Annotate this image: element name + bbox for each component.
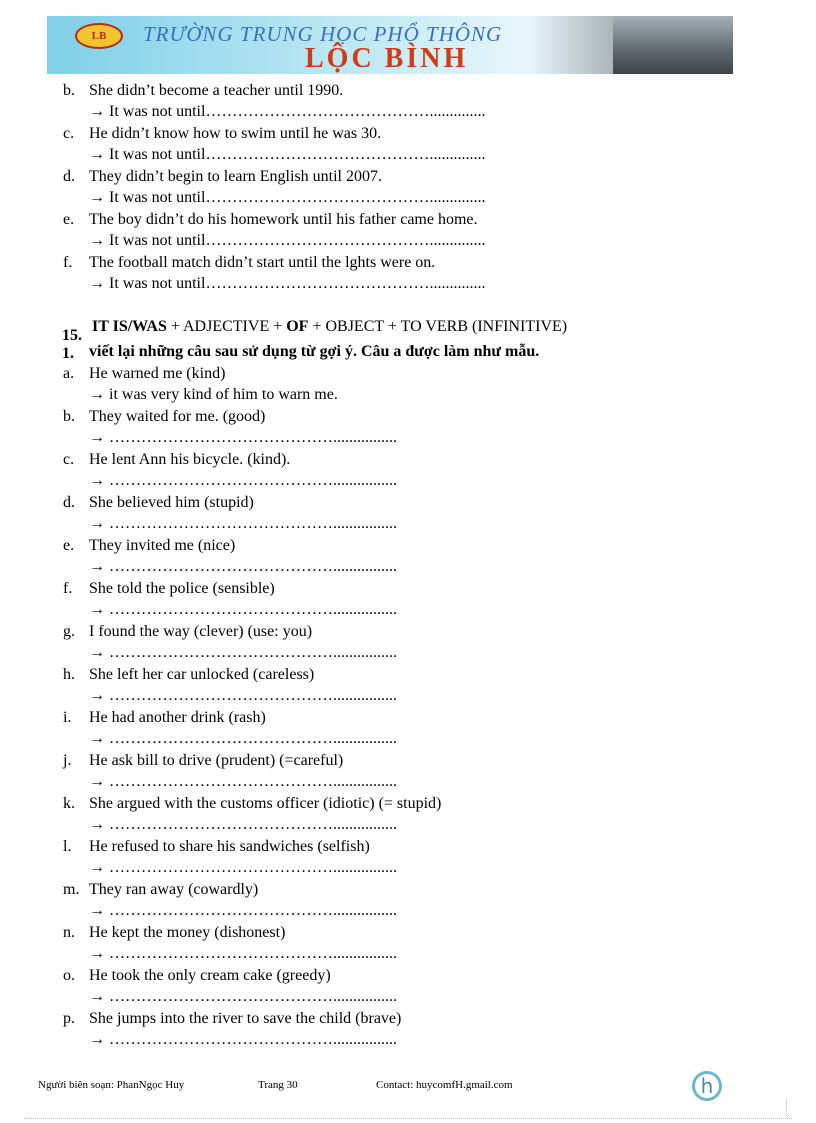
answer-text: → ……………………………………................ bbox=[89, 601, 397, 618]
item-sentence: I found the way (clever) (use: you) bbox=[89, 623, 313, 640]
item-label: o. bbox=[63, 967, 75, 984]
item-label: n. bbox=[63, 924, 75, 941]
answer-text: → It was not until…………………………………….............. bbox=[89, 189, 486, 206]
item-label: e. bbox=[63, 537, 75, 554]
item-label: c. bbox=[63, 125, 75, 142]
item-label: f. bbox=[63, 254, 73, 271]
item-label: p. bbox=[63, 1010, 75, 1027]
item-label: k. bbox=[63, 795, 75, 812]
answer-text: → It was not until…………………………………….............. bbox=[89, 232, 486, 249]
item-label: j. bbox=[63, 752, 72, 769]
item-sentence: He kept the money (dishonest) bbox=[89, 924, 286, 941]
answer-text: → ……………………………………................ bbox=[89, 687, 397, 704]
item-label: m. bbox=[63, 881, 80, 898]
structure-of: OF bbox=[286, 318, 309, 335]
item-label: f. bbox=[63, 580, 73, 597]
answer-text: → ……………………………………................ bbox=[89, 902, 397, 919]
school-logo: LB bbox=[75, 23, 123, 49]
item-sentence: He took the only cream cake (greedy) bbox=[89, 967, 331, 984]
answer-text: → it was very kind of him to warn me. bbox=[89, 386, 338, 403]
item-sentence: The football match didn’t start until the lghts were on. bbox=[89, 254, 436, 271]
answer-text: → ……………………………………................ bbox=[89, 773, 397, 790]
answer-text: → ……………………………………................ bbox=[89, 472, 397, 489]
item-sentence: He didn’t know how to swim until he was 30. bbox=[89, 125, 382, 142]
answer-text: → ……………………………………................ bbox=[89, 730, 397, 747]
item-sentence: They didn’t begin to learn English until 2007. bbox=[89, 168, 382, 185]
header-banner bbox=[47, 16, 733, 74]
item-sentence: They waited for me. (good) bbox=[89, 408, 266, 425]
item-sentence: He ask bill to drive (prudent) (=careful) bbox=[89, 752, 344, 769]
item-sentence: The boy didn’t do his homework until his father came home. bbox=[89, 211, 478, 228]
h-logo-icon: h bbox=[692, 1071, 722, 1101]
item-label: h. bbox=[63, 666, 75, 683]
item-sentence: She argued with the customs officer (idiotic) (= stupid) bbox=[89, 795, 442, 812]
item-sentence: He warned me (kind) bbox=[89, 365, 226, 382]
sub-number: 1. bbox=[62, 345, 74, 362]
school-line: TRƯỜNG TRUNG HỌC PHỔ THÔNG bbox=[143, 22, 503, 46]
school-photo bbox=[613, 16, 733, 74]
item-label: l. bbox=[63, 838, 72, 855]
item-sentence: She believed him (stupid) bbox=[89, 494, 254, 511]
item-label: c. bbox=[63, 451, 75, 468]
item-sentence: He lent Ann his bicycle. (kind). bbox=[89, 451, 291, 468]
footer-author: Người biên soạn: PhanNgọc Huy bbox=[38, 1079, 185, 1091]
answer-text: → It was not until…………………………………….............. bbox=[89, 275, 486, 292]
item-label: i. bbox=[63, 709, 72, 726]
item-sentence: They invited me (nice) bbox=[89, 537, 236, 554]
footer-contact: Contact: huycomfH.gmail.com bbox=[376, 1079, 513, 1091]
structure-rest: + OBJECT + TO VERB (INFINITIVE) bbox=[308, 318, 568, 335]
item-sentence: He had another drink (rash) bbox=[89, 709, 266, 726]
item-sentence: She left her car unlocked (careless) bbox=[89, 666, 315, 683]
answer-text: → ……………………………………................ bbox=[89, 988, 397, 1005]
item-sentence: She jumps into the river to save the child (brave) bbox=[89, 1010, 402, 1027]
item-sentence: She didn’t become a teacher until 1990. bbox=[89, 82, 344, 99]
item-label: e. bbox=[63, 211, 75, 228]
item-label: b. bbox=[63, 82, 75, 99]
item-label: b. bbox=[63, 408, 75, 425]
item-sentence: They ran away (cowardly) bbox=[89, 881, 259, 898]
page-bottom-rule bbox=[24, 1118, 792, 1119]
item-label: d. bbox=[63, 168, 75, 185]
answer-text: → ……………………………………................ bbox=[89, 429, 397, 446]
item-label: g. bbox=[63, 623, 75, 640]
answer-text: → ……………………………………................ bbox=[89, 816, 397, 833]
answer-text: → ……………………………………................ bbox=[89, 945, 397, 962]
structure-itis: IT IS/WAS bbox=[92, 318, 167, 335]
page-right-rule bbox=[786, 1100, 787, 1118]
item-sentence: He refused to share his sandwiches (selfish) bbox=[89, 838, 370, 855]
item-sentence: She told the police (sensible) bbox=[89, 580, 275, 597]
answer-text: → ……………………………………................ bbox=[89, 515, 397, 532]
item-label: a. bbox=[63, 365, 75, 382]
instruction: viết lại những câu sau sử dụng từ gợi ý. Câu a được làm như mẫu. bbox=[89, 343, 540, 360]
answer-text: → ……………………………………................ bbox=[89, 644, 397, 661]
answer-text: → It was not until…………………………………….............. bbox=[89, 103, 486, 120]
school-name: LỘC BÌNH bbox=[305, 43, 469, 74]
answer-text: → ……………………………………................ bbox=[89, 859, 397, 876]
structure-adj: + ADJECTIVE + bbox=[166, 318, 287, 335]
answer-text: → ……………………………………................ bbox=[89, 558, 397, 575]
item-label: d. bbox=[63, 494, 75, 511]
answer-text: → ……………………………………................ bbox=[89, 1031, 397, 1048]
footer-page: Trang 30 bbox=[258, 1079, 298, 1091]
section-number: 15. bbox=[62, 327, 82, 344]
section-structure bbox=[92, 318, 567, 336]
answer-text: → It was not until…………………………………….............. bbox=[89, 146, 486, 163]
